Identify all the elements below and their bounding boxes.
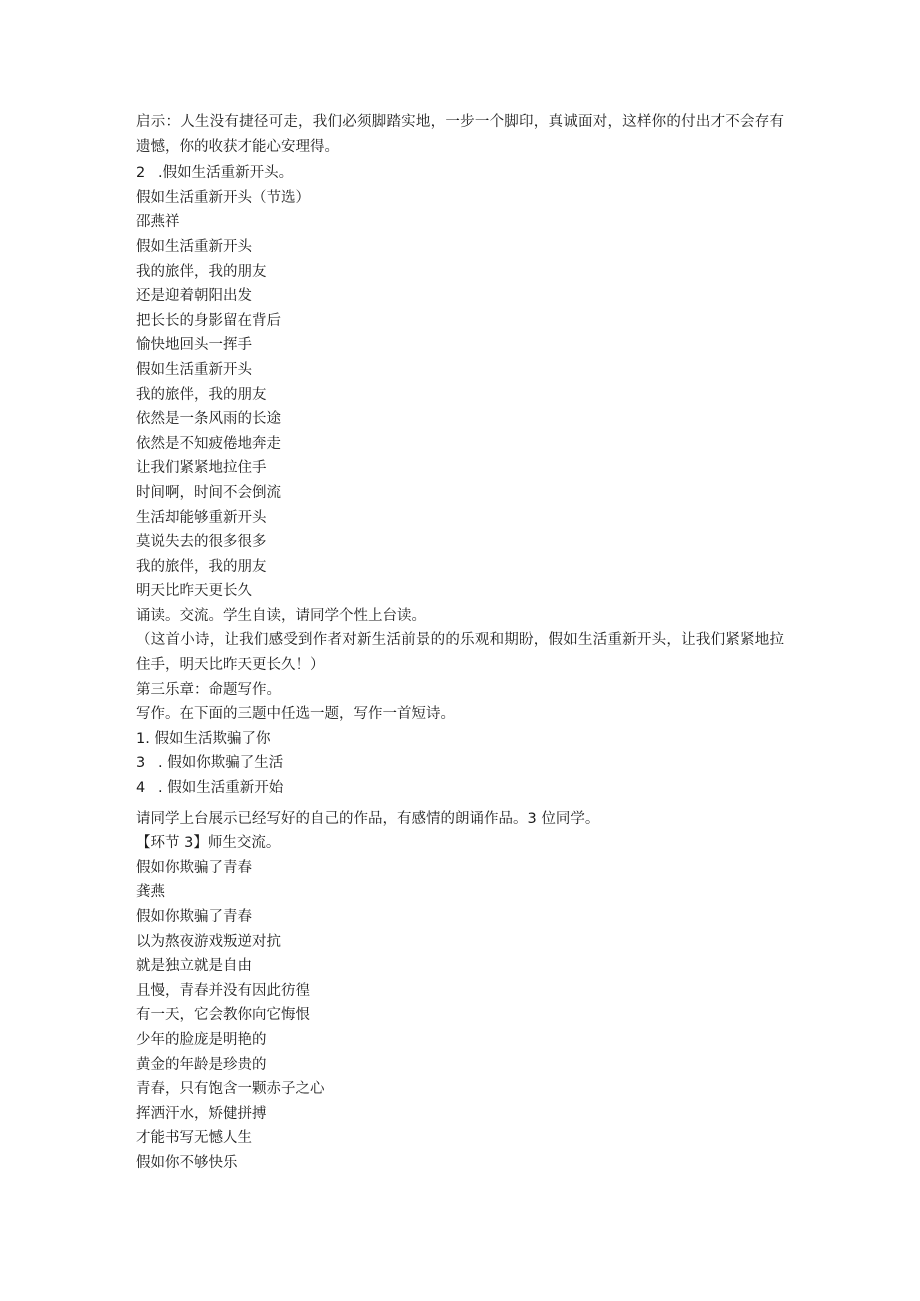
chapter-three-heading: 第三乐章：命题写作。 [136,681,281,698]
poem2-line: 龚燕 [136,884,165,901]
topic-3 [136,751,784,776]
topic-text: . 假如生活重新开始 [158,780,284,797]
poem1-line: 还是迎着朝阳出发 [136,288,252,305]
poem2-line: 挥洒汗水，矫健拼搏 [136,1105,267,1122]
item-text: .假如生活重新开头。 [158,165,294,182]
poem1-line: 生活却能够重新开头 [136,509,267,526]
poem2-line: 假如你欺骗了青春 [136,909,252,925]
topic-text: . 假如你欺骗了生活 [158,755,284,772]
comment-paragraph: （这首小诗，让我们感受到作者对新生活前景的的乐观和期盼，假如生活重新开头，让我们紧紧地拉住手，明天比昨天更长久！） [136,632,784,674]
writing-instruction: 写作。在下面的三题中任选一题，写作一首短诗。 [136,706,455,723]
poem2-line: 少年的脸庞是明艳的 [136,1031,267,1048]
poem2-line: 就是独立就是自由 [136,958,252,975]
invite-line: 请同学上台展示已经写好的自己的作品，有感情的朗诵作品。3 位同学。 [136,810,600,827]
item-2 [136,161,784,186]
poem2-line: 假如你不够快乐 [136,1154,238,1171]
poem1-line: 依然是不知疲倦地奔走 [136,435,281,452]
poem1-line: 假如生活重新开头（节选） [136,189,310,206]
link-3-heading: 【环节 3】师生交流。 [136,835,281,852]
poem1-line: 时间啊，时间不会倒流 [136,484,281,501]
poem1-line: 让我们紧紧地拉住手 [136,460,267,477]
topic-4 [136,776,784,801]
poem1-line: 我的旅伴，我的朋友 [136,558,267,575]
poem1-line: 假如生活重新开头 [136,238,252,255]
item-number: 2 [136,165,146,182]
poem1-line: 假如生活重新开头 [136,361,252,378]
topic-number: 4 [136,780,146,797]
poem1-line: 我的旅伴，我的朋友 [136,386,267,403]
poem1-line: 把长长的身影留在背后 [136,312,281,329]
poem1-line: 邵燕祥 [136,214,180,231]
poem1-line: 我的旅伴，我的朋友 [136,263,267,280]
poem2-line: 且慢，青春并没有因此彷徨 [136,982,310,999]
poem1-line: 莫说失去的很多很多 [136,534,267,551]
topic-1: 1. 假如生活欺骗了你 [136,730,271,747]
poem1-line: 愉快地回头一挥手 [136,337,252,354]
recitation-line: 诵读。交流。学生自读，请同学个性上台读。 [136,607,426,624]
topic-number: 3 [136,755,146,772]
document-page [136,110,784,1176]
poem2-line: 有一天，它会教你向它悔恨 [136,1007,310,1024]
poem2-line: 才能书写无憾人生 [136,1130,252,1147]
poem2-line: 黄金的年龄是珍贵的 [136,1056,267,1073]
poem2-line: 以为熬夜游戏叛逆对抗 [136,933,281,950]
poem1-line: 明天比昨天更长久 [136,583,252,600]
poem2-line: 青春，只有饱含一颗赤子之心 [136,1081,325,1098]
poem1-line: 依然是一条风雨的长途 [136,411,281,428]
poem2-line: 假如你欺骗了青春 [136,859,252,876]
enlightenment-paragraph: 启示：人生没有捷径可走，我们必须脚踏实地，一步一个脚印，真诚面对，这样你的付出才不会存有遗憾，你的收获才能心安理得。 [136,114,784,155]
